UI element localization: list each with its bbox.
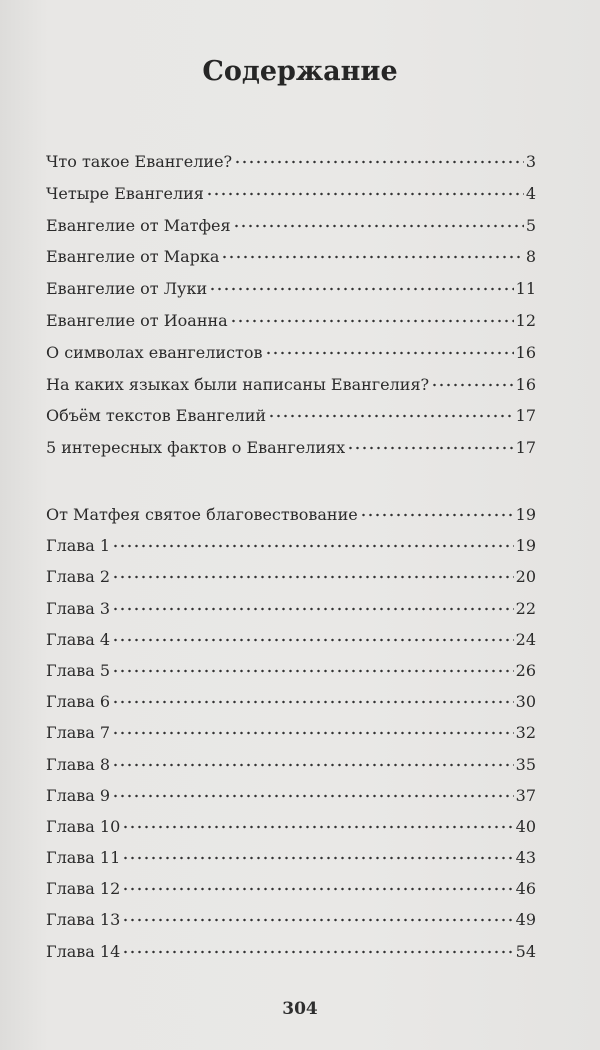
toc-entry [46,505,536,536]
toc-entry-page: 17 [515,438,536,458]
toc-entry [46,848,536,879]
toc-entry [46,599,536,630]
toc-entry-title: Глава 7 [46,723,111,743]
toc-entry-title: 5 интересных фактов о Евангелиях [46,438,346,458]
toc-entry-title: Евангелие от Марка [46,247,220,267]
toc-entry-title: Глава 1 [46,536,111,556]
toc-entry-page: 3 [525,152,536,171]
toc-entry [46,879,536,910]
dot-leader [112,763,514,767]
toc-entry [46,536,536,567]
dot-leader [431,383,514,387]
toc-entry-page: 19 [515,536,536,556]
dot-leader [112,607,514,611]
dot-leader [112,794,514,798]
toc-entry-page: 16 [515,374,536,394]
toc-section-intro [46,152,536,470]
dot-leader [265,351,514,355]
toc-entry-page: 26 [515,660,536,680]
toc-entry-page: 35 [515,754,536,774]
toc-entry-page: 43 [515,848,536,868]
toc-entry-title: Глава 13 [46,910,121,930]
toc-entry-page: 30 [515,692,536,712]
page-number: 304 [282,999,318,1019]
toc-entry [46,216,536,248]
toc-entry-title: Глава 14 [46,941,121,961]
toc-entry-title: Глава 3 [46,598,111,618]
dot-leader [112,731,514,735]
toc-entry [46,311,536,343]
toc-entry [46,942,536,973]
toc-entry [46,343,536,375]
toc-entry-title: Глава 5 [46,660,111,680]
toc-entry-page: 32 [515,723,536,743]
toc-entry-page: 16 [515,342,536,362]
toc-entry [46,723,536,754]
dot-leader [112,700,514,704]
toc-entry [46,786,536,817]
dot-leader [122,825,513,829]
toc-entry-title: Евангелие от Луки [46,279,208,299]
toc-entry-title: От Матфея святое благовествование [46,505,358,524]
toc-entry-title: Объём текстов Евангелий [46,406,267,426]
dot-leader [268,414,514,418]
toc-entry-page: 46 [515,879,536,899]
toc-entry [46,247,536,279]
toc-entry [46,375,536,407]
toc-entry-page: 54 [515,941,536,961]
dot-leader [221,255,523,259]
toc-entry-title: Глава 4 [46,629,111,649]
toc-entry [46,630,536,661]
toc-entry-title: Глава 11 [46,848,121,868]
toc-entry-title: Евангелие от Иоанна [46,310,228,330]
dot-leader [209,287,514,291]
toc-entry-page: 17 [515,406,536,426]
dot-leader [112,575,514,579]
toc-entry [46,567,536,598]
toc-entry [46,438,536,470]
toc-entry-page: 22 [515,598,536,618]
dot-leader [112,669,514,673]
dot-leader [122,950,513,954]
toc-entry-title: Глава 10 [46,816,121,836]
toc-entry [46,279,536,311]
toc-entry [46,184,536,216]
toc-entry [46,661,536,692]
dot-leader [234,160,524,164]
toc-entry-page: 19 [515,505,536,524]
toc-entry-page: 37 [515,785,536,805]
toc-entry-page: 8 [525,247,536,267]
dot-leader [112,544,514,548]
toc-entry [46,755,536,786]
toc-entry-title: Глава 6 [46,692,111,712]
dot-leader [233,224,524,228]
toc-section-matthew [46,505,536,973]
toc-entry-page: 49 [515,910,536,930]
toc-entry-title: Что такое Евангелие? [46,152,233,171]
toc-entry-page: 40 [515,816,536,836]
dot-leader [230,319,514,323]
page-title: Содержание [202,56,398,87]
toc-entry-title: Глава 8 [46,754,111,774]
dot-leader [360,513,514,517]
toc-entry-title: Четыре Евангелия [46,183,204,203]
toc-entry-title: Глава 9 [46,785,111,805]
dot-leader [112,638,514,642]
toc-entry-page: 20 [515,567,536,587]
toc-entry-page: 11 [515,279,536,299]
toc-entry-page: 12 [515,310,536,330]
dot-leader [347,446,514,450]
toc-entry [46,910,536,941]
dot-leader [122,918,513,922]
toc-entry [46,152,536,184]
toc-entry-page: 24 [515,629,536,649]
toc-entry [46,406,536,438]
toc-entry-title: На каких языках были написаны Евангелия? [46,374,430,394]
toc-entry-title: О символах евангелистов [46,342,263,362]
dot-leader [122,856,513,860]
toc-entry-page: 4 [525,183,536,203]
toc-entry-title: Глава 12 [46,879,121,899]
toc-entry [46,817,536,848]
dot-leader [122,887,513,891]
toc-entry [46,692,536,723]
toc-entry-page: 5 [525,215,536,235]
toc-entry-title: Евангелие от Матфея [46,215,231,235]
toc-entry-title: Глава 2 [46,567,111,587]
dot-leader [206,192,524,196]
